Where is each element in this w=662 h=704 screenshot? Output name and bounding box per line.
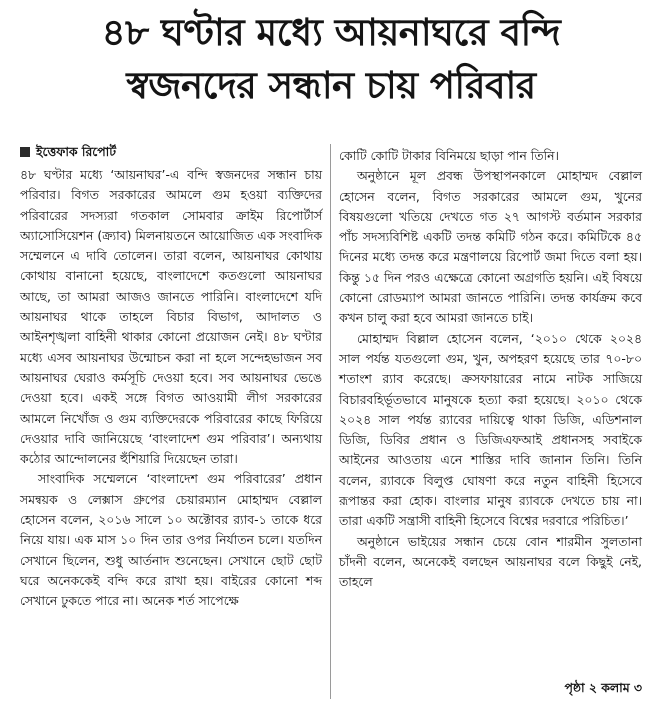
article-paragraph: অনুষ্ঠানে মূল প্রবন্ধ উপস্থাপনকালে মোহাম্মদ বেল্লাল হোসেন বলেন, বিগত সরকারের আমলে গুম, খুনের বিষয়গুলো খতিয়ে দেখতে গত ২৭ আগস্ট বর্তমান সরকার পাঁচ সদস্যবিশিষ্ট একটি তদন্ত কমিটি গঠন করে। কমিটিকে ৪৫ দিনের মধ্যে তদন্ত করে মন্ত্রণালয়ে রিপোর্ট জমা দিতে বলা হয়। কিন্তু ১৫ দিন পরও এক্ষেত্রে কোনো অগ্রগতি হয়নি। এই বিষয়ে কোনো রোডম্যাপ আমরা জানতে পারিনি। তদন্ত কার্যক্রম কবে কখন চালু করা হবে আমরা জানতে চাই। [339, 168, 642, 326]
article-paragraph: ৪৮ ঘণ্টার মধ্যে ‘আয়নাঘর’-এ বন্দি স্বজনদের সন্ধান চায় পরিবার। বিগত সরকারের আমলে গুম হওয়া ব্যক্তিদের পরিবারের সদস্যরা গতকাল সোমবার ক্রাইম রিপোর্টার্স অ্যাসোসিয়েশন (ক্র্যাব) মিলনায়তনে আয়োজিত এক সংবাদিক সম্মেলনে এ দাবি তোলেন। তারা বলেন, আয়নাঘর কোথায় কোথায় বানানো হয়েছে, বাংলাদেশে কতগুলো আয়নাঘর আছে, তা আমরা আজও জানতে পারিনি। বাংলাদেশে যদি আয়নাঘর থাকে তাহলে বিচার বিভাগ, আদালত ও আইনশৃঙ্খলা বাহিনী থাকার কোনো প্রয়োজন নেই। ৪৮ ঘণ্টার মধ্যে এসব আয়নাঘর উন্মোচন করা না হলে সন্দেহভাজন সব আয়নাঘর ঘেরাও কর্মসূচি দেওয়া হবে। সব আয়নাঘর ভেঙে দেওয়া হবে। একই সঙ্গে বিগত আওয়ামী লীগ সরকারের আমলে নিখোঁজ ও গুম ব্যক্তিদেরকে পরিবারের কাছে ফিরিয়ে দেওয়ার দাবি জানিয়েছে ‘বাংলাদেশ গুম পরিবার’। অন্যথায় কঠোর আন্দোলনের হুঁশিয়ারি দিয়েছেন তারা। [20, 167, 322, 467]
article-paragraph: মোহাম্মদ বিল্লাল হোসেন বলেন, ‘২০১০ থেকে ২০২৪ সাল পর্যন্ত যতগুলো গুম, খুন, অপহরণ হয়েছে তার ৭০-৮০ শতাংশ র‌্যাব করেছে। ক্রসফায়ারের নামে নাটক সাজিয়ে বিচারবহির্ভূতভাবে মানুষকে হত্যা করা হয়েছে। ২০১০ থেকে ২০২৪ সাল পর্যন্ত র‌্যাবের দায়িত্বে থাকা ডিজি, এডিশনাল ডিজি, ডিবির প্রধান ও ডিজিএফআই প্রধানসহ সবাইকে আইনের আওতায় এনে শাস্তির দাবি জানান তিনি। তিনি বলেন, র‌্যাবকে বিলুপ্ত ঘোষণা করে নতুন বাহিনী হিসেবে রূপান্তর করা হোক। বাংলার মানুষ র‌্যাবকে দেখতে চায় না। তারা একটি সন্ত্রাসী বাহিনী হিসেবে বিশ্বের দরবারে পরিচিত।’ [339, 330, 642, 529]
byline [20, 142, 322, 162]
continued-on-page: পৃষ্ঠা ২ কলাম ৩ [564, 680, 642, 695]
headline-line-2: স্বজনদের সন্ধান চায় পরিবার [126, 64, 536, 107]
article-paragraph: সাংবাদিক সম্মেলনে ‘বাংলাদেশ গুম পরিবারের’ প্রধান সমন্বয়ক ও লেক্সাস গ্রুপের চেয়ারম্যান মোহাম্মদ বেল্লাল হোসেন বলেন, ২০১৬ সালে ১০ অক্টোবর র‌্যাব-১ তাকে ধরে নিয়ে যায়। এক মাস ১০ দিন তার ওপর নির্যাতন চলে। যতদিন সেখানে ছিলেন, শুধু আর্তনাদ শুনেছেন। সেখানে ছোট ছোট ঘরে অনেককেই বন্দি করে রাখা হয়। বাইরের কোনো শব্দ সেখানে ঢুকতে পারে না। অনেক শর্ত সাপেক্ষে [20, 471, 322, 609]
article-paragraph: অনুষ্ঠানে ভাইয়ের সন্ধান চেয়ে বোন শারমীন সুলতানা চাঁদনী বলেন, অনেকেই বলছেন আয়নাঘর বলে কিছুই নেই, তাহলে [339, 533, 642, 590]
article-left-column [20, 142, 322, 612]
byline-text: ইত্তেফাক রিপোর্ট [36, 144, 117, 159]
article-paragraph: কোটি কোটি টাকার বিনিময়ে ছাড়া পান তিনি। [339, 148, 559, 163]
headline [0, 6, 662, 112]
article-right-column [339, 146, 642, 593]
headline-line-1: ৪৮ ঘণ্টার মধ্যে আয়নাঘরে বন্দি [101, 11, 561, 54]
byline-square-icon [20, 147, 30, 157]
column-divider [330, 144, 331, 699]
